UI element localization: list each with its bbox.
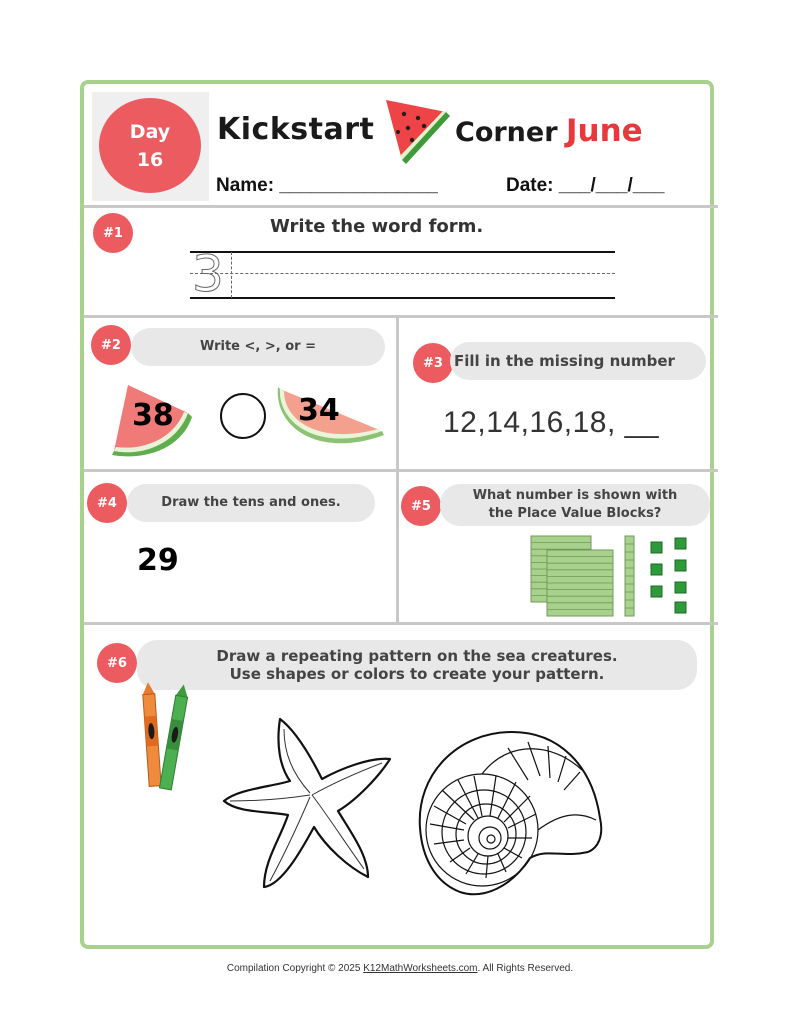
q1-instruction: Write the word form.	[270, 216, 484, 237]
divider-vertical	[396, 318, 399, 622]
day-badge	[99, 98, 201, 193]
q4-number: 29	[137, 543, 179, 578]
q6-instruction-line-2: Use shapes or colors to create your pattern.	[229, 665, 605, 683]
question-badge-1: #1	[93, 213, 133, 253]
hundreds-block-2	[547, 550, 613, 616]
title-corner: Corner	[455, 117, 558, 148]
question-badge-3: #3	[413, 343, 453, 383]
q2-left-value: 38	[132, 398, 174, 433]
q6-instruction-line-1: Draw a repeating pattern on the sea creatures.	[216, 647, 618, 665]
footer-site-link[interactable]: K12MathWorksheets.com	[363, 963, 478, 974]
question-badge-4: #4	[87, 483, 127, 523]
q1-writing-mid-line	[190, 273, 615, 274]
divider-header	[84, 205, 718, 208]
title-kickstart: Kickstart	[217, 112, 375, 147]
question-badge-5: #5	[401, 486, 441, 526]
title-month: June	[566, 113, 643, 149]
tens-rod	[625, 536, 634, 616]
q2-instruction: Write <, >, or =	[131, 328, 385, 366]
day-label: Day	[129, 120, 171, 143]
q3-instruction: Fill in the missing number	[450, 342, 706, 380]
q1-writing-top-line[interactable]	[190, 251, 615, 253]
q1-trace-divider	[231, 252, 232, 298]
divider-q2-q3	[84, 469, 718, 472]
q5-instruction-line-1: What number is shown with	[472, 488, 678, 503]
footer-suffix: . All Rights Reserved.	[477, 963, 574, 974]
ones-cubes	[651, 538, 686, 613]
day-number: 16	[136, 148, 164, 171]
q3-sequence[interactable]: 12,14,16,18, __	[443, 406, 660, 439]
q5-instruction-line-2: the Place Value Blocks?	[488, 506, 662, 521]
q1-number-trace: 3	[192, 245, 224, 303]
starfish-outline[interactable]	[218, 715, 394, 893]
divider-q1	[84, 315, 718, 318]
q2-right-value: 34	[298, 393, 340, 428]
date-field[interactable]: Date: ___/___/___	[506, 175, 665, 196]
name-field[interactable]: Name: _______________	[216, 175, 438, 196]
q1-writing-bottom-line	[190, 297, 615, 299]
q4-instruction: Draw the tens and ones.	[127, 484, 375, 522]
crayons-icon	[138, 680, 194, 798]
question-badge-2: #2	[91, 325, 131, 365]
q5-instruction	[440, 484, 710, 526]
place-value-blocks	[525, 532, 695, 618]
divider-q4-q5	[84, 622, 718, 625]
seashell-outline[interactable]	[412, 720, 608, 902]
question-badge-6: #6	[97, 643, 137, 683]
watermelon-icon	[380, 92, 452, 166]
copyright-footer	[0, 963, 800, 974]
footer-prefix: Compilation Copyright © 2025	[226, 963, 364, 974]
comparison-circle[interactable]	[220, 393, 266, 439]
q6-instruction	[137, 640, 697, 690]
